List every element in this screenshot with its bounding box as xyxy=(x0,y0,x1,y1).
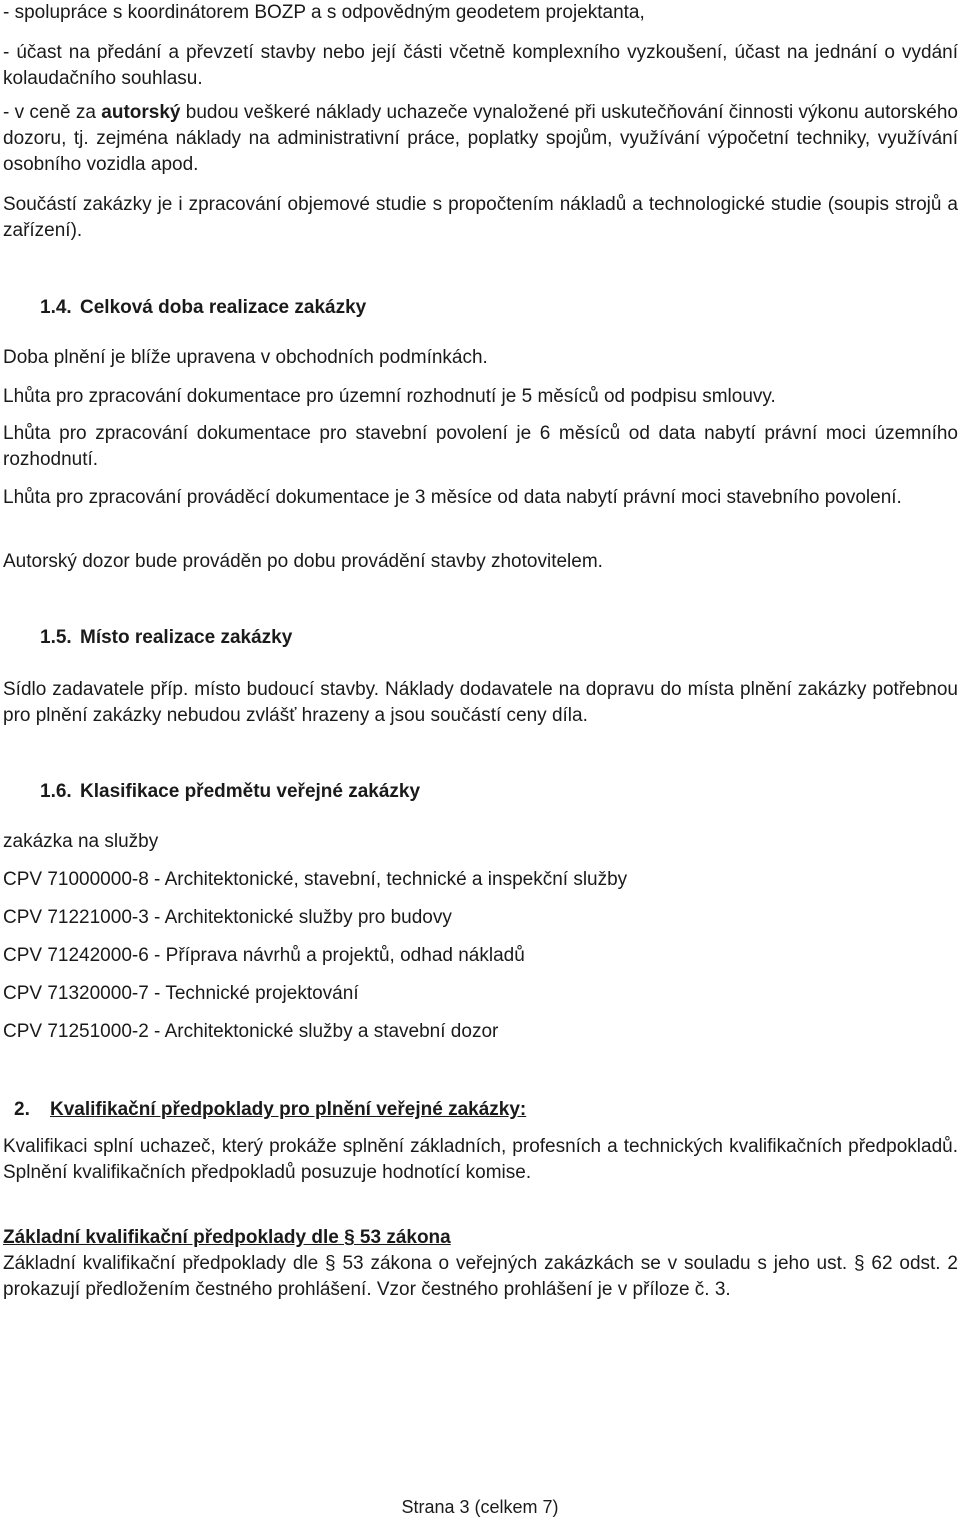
paragraph-kvalifikace: Kvalifikaci splní uchazeč, který prokáže splnění základních, profesních a technických kvalifikačních předpokladů. Splnění kvalifikačních předpokladů posuzuje hodnotící komise. xyxy=(3,1136,958,1183)
cpv-item: CPV 71000000-8 - Architektonické, stavební, technické a inspekční služby xyxy=(3,869,628,890)
heading-1-6-title: Klasifikace předmětu veřejné zakázky xyxy=(80,781,421,802)
heading-2 xyxy=(14,1097,526,1123)
heading-2-number: 2. xyxy=(14,1099,30,1120)
heading-2-title: Kvalifikační předpoklady pro plnění veřejné zakázky: xyxy=(50,1099,527,1120)
contract-type: zakázka na služby xyxy=(3,831,159,852)
cpv-item: CPV 71221000-3 - Architektonické služby pro budovy xyxy=(3,907,452,928)
heading-1-6 xyxy=(40,779,420,805)
cena-bold: autorský xyxy=(101,102,181,123)
cpv-item: CPV 71251000-2 - Architektonické služby a stavební dozor xyxy=(3,1021,499,1042)
heading-1-5 xyxy=(40,625,292,651)
paragraph-autorsky-dozor: Autorský dozor bude prováděn po dobu provádění stavby zhotovitelem. xyxy=(3,551,603,572)
heading-1-6-number: 1.6. xyxy=(40,781,72,802)
cpv-item: CPV 71242000-6 - Příprava návrhů a projektů, odhad nákladů xyxy=(3,945,525,966)
paragraph-bozp: - spolupráce s koordinátorem BOZP a s odpovědným geodetem projektanta, xyxy=(3,2,645,23)
heading-1-4-title: Celková doba realizace zakázky xyxy=(80,297,367,318)
cpv-item: CPV 71320000-7 - Technické projektování xyxy=(3,983,359,1004)
heading-1-5-number: 1.5. xyxy=(40,627,72,648)
paragraph-doba-plneni: Doba plnění je blíže upravena v obchodních podmínkách. xyxy=(3,347,488,368)
paragraph-cena xyxy=(3,100,958,178)
heading-1-4 xyxy=(40,295,366,321)
heading-1-4-number: 1.4. xyxy=(40,297,72,318)
paragraph-lhuta-sp: Lhůta pro zpracování dokumentace pro stavební povolení je 6 měsíců od data nabytí právní moci územního rozhodnutí. xyxy=(3,423,958,470)
paragraph-lhuta-ur: Lhůta pro zpracování dokumentace pro územní rozhodnutí je 5 měsíců od podpisu smlouvy. xyxy=(3,386,776,407)
paragraph-predani: - účast na předání a převzetí stavby nebo její části včetně komplexního vyzkoušení, účast na jednání o vydání kolaudačního souhlasu. xyxy=(3,42,958,89)
paragraph-misto: Sídlo zadavatele příp. místo budoucí stavby. Náklady dodavatele na dopravu do místa plnění zakázky potřebnou pro plnění zakázky nebudou zvlášť hrazeny a jsou součástí ceny díla. xyxy=(3,679,958,726)
paragraph-zakladni-predpoklady: Základní kvalifikační předpoklady dle § 53 zákona o veřejných zakázkách se v souladu s jeho ust. § 62 odst. 2 prokazují předložením čestného prohlášení. Vzor čestného prohlášení je v příloze č. 3. xyxy=(3,1253,958,1300)
page-footer: Strana 3 (celkem 7) xyxy=(401,1497,559,1517)
subheading-zakladni-predpoklady: Základní kvalifikační předpoklady dle § 53 zákona xyxy=(3,1227,451,1248)
cena-text-a: - v ceně za xyxy=(3,102,102,123)
paragraph-lhuta-pd: Lhůta pro zpracování prováděcí dokumentace je 3 měsíce od data nabytí právní moci stavebního povolení. xyxy=(3,487,902,508)
paragraph-soucasti: Součástí zakázky je i zpracování objemové studie s propočtením nákladů a technologické studie (soupis strojů a zařízení). xyxy=(3,194,958,241)
heading-1-5-title: Místo realizace zakázky xyxy=(80,627,293,648)
cena-text-b: budou veškeré náklady uchazeče vynaložené při uskutečňování činnosti výkonu autorského dozoru, tj. zejména náklady na administrativní práce, poplatky spojům, využívání výpočetní techniky, využívání osobního vozidla apod. xyxy=(3,102,958,175)
